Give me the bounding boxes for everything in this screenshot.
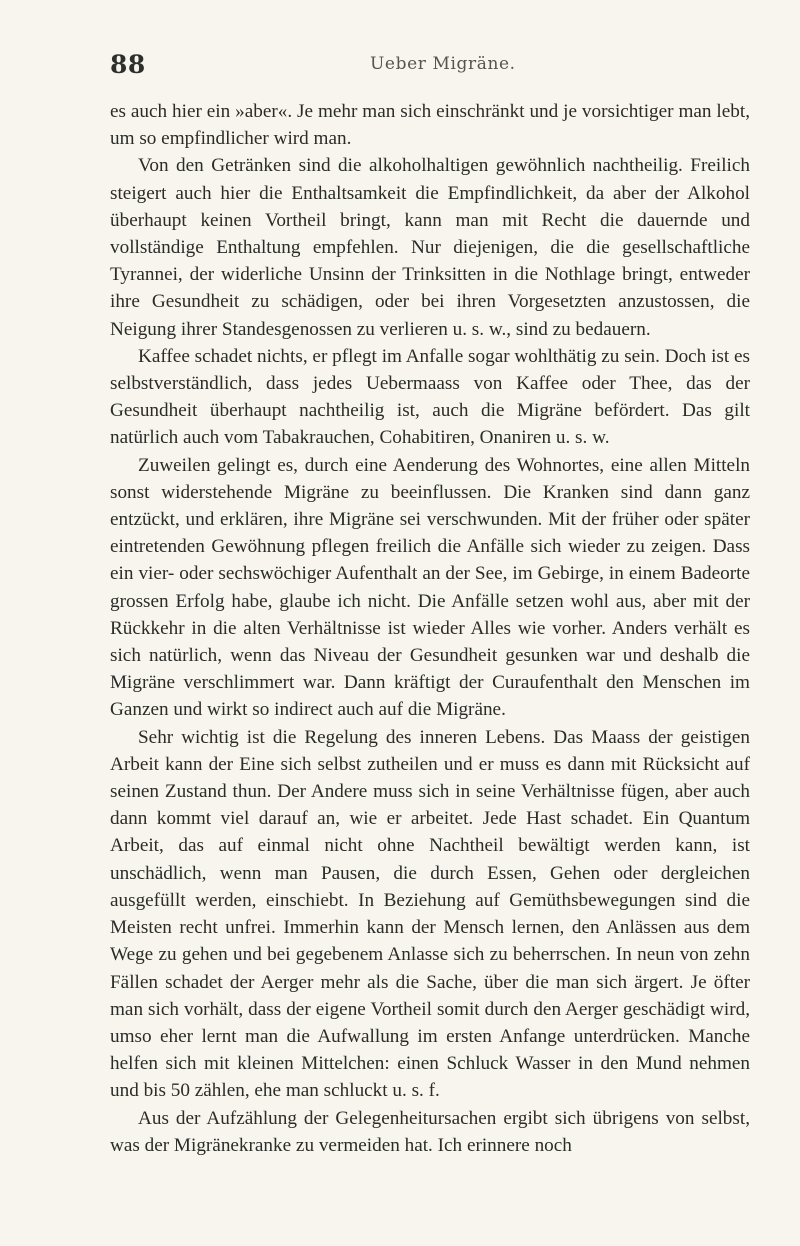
paragraph-gelegenheitursachen: Aus der Aufzählung der Gelegenheitursachen ergibt sich übrigens von selbst, was der Migränekranke zu vermeiden hat. Ich erinnere noch — [110, 1107, 750, 1156]
paragraph-getraenke: Von den Getränken sind die alkoholhaltigen gewöhnlich nachtheilig. Freilich steigert auch hier die Enthaltsamkeit die Empfindlichkeit, da aber der Alkohol überhaupt keinen Vortheil bringt, kann man mit Recht die dauernde und vollständige Enthaltung empfehlen. Nur diejenigen, die die gesellschaftliche Tyrannei, der widerliche Unsinn der Trinksitten in die Nothlage bringt, entweder ihre Gesundheit zu schädigen, oder bei ihren Vorgesetzten anzustossen, die Neigung ihrer Standesgenossen zu verlieren u. s. w., sind zu bedauern. — [110, 155, 750, 340]
running-title: Ueber Migräne. — [370, 54, 516, 74]
text-body — [110, 98, 750, 1159]
paragraph-continuation: es auch hier ein »aber«. Je mehr man sich einschränkt und je vorsichtiger man lebt, um so empfindlicher wird man. — [110, 101, 750, 150]
paragraph-inneres-leben: Sehr wichtig ist die Regelung des inneren Lebens. Das Maass der geistigen Arbeit kann der Eine sich selbst zutheilen und er muss es dann mit Rücksicht auf seinen Zustand thun. Der Andere muss sich in seine Verhältnisse fügen, aber auch dann kommt viel darauf an, wie er arbeitet. Jede Hast schadet. Ein Quantum Arbeit, das auf einmal nicht ohne Nachtheil bewältigt werden kann, ist unschädlich, wenn man Pausen, die durch Essen, Gehen oder dergleichen ausgefüllt werden, einschiebt. In Beziehung auf Gemüthsbewegungen sind die Meisten recht unfrei. Immerhin kann der Mensch lernen, den Anlässen aus dem Wege zu gehen und bei gegebenem Anlasse sich zu beherrschen. In neun von zehn Fällen schadet der Aerger mehr als die Sache, über die man sich ärgert. Je öfter man sich vorhält, dass der eigene Vortheil somit durch den Aerger geschädigt wird, umso eher lernt man die Aufwallung im ersten Anfange unterdrücken. Manche helfen sich mit kleinen Mittelchen: einen Schluck Wasser in den Mund nehmen und bis 50 zählen, ehe man schluckt u. s. f. — [110, 726, 750, 1102]
paragraph-kaffee: Kaffee schadet nichts, er pflegt im Anfalle sogar wohlthätig zu sein. Doch ist es selbstverständlich, dass jedes Uebermaass von Kaffee oder Thee, das der Gesundheit überhaupt nachtheilig ist, auch die Migräne befördert. Das gilt natürlich auch vom Tabakrauchen, Cohabitiren, Onaniren u. s. w. — [110, 345, 750, 449]
paragraph-wohnort: Zuweilen gelingt es, durch eine Aenderung des Wohnortes, eine allen Mitteln sonst widerstehende Migräne zu beeinflussen. Die Kranken sind dann ganz entzückt, und erklären, ihre Migräne sei verschwunden. Mit der früher oder später eintretenden Gewöhnung pflegen freilich die Anfälle sich wieder zu zeigen. Dass ein vier- oder sechswöchiger Aufenthalt an der See, im Gebirge, in einem Badeorte grossen Erfolg habe, glaube ich nicht. Die Anfälle setzen wohl aus, aber mit der Rückkehr in die alten Verhältnisse ist wieder Alles wie vorher. Anders verhält es sich natürlich, wenn das Niveau der Gesundheit gesunken war und deshalb die Migräne verschlimmert war. Dann kräftigt der Curaufenthalt den Menschen im Ganzen und wirkt so indirect auch auf die Migräne. — [110, 454, 750, 721]
page-number: 88 — [110, 50, 146, 79]
page-header — [110, 50, 750, 80]
